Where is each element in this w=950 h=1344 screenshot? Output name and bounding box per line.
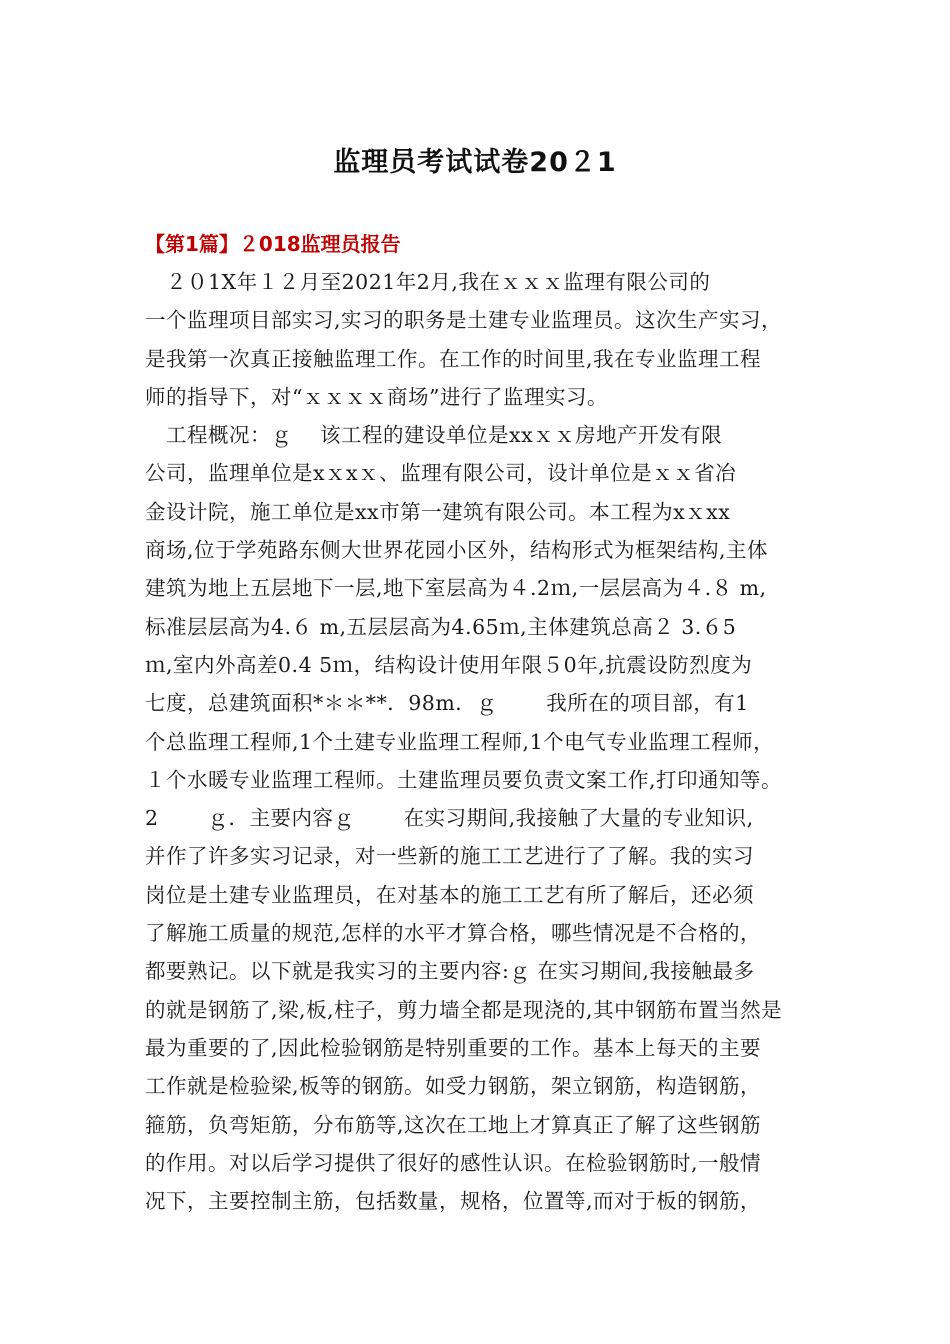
text-line: 岗位是土建专业监理员，在对基本的施工工艺有所了解后，还必须 bbox=[145, 882, 754, 907]
text-line: 七度，总建筑面积*＊＊**．98m．ｇ 我所在的项目部，有1 bbox=[145, 691, 749, 716]
text-line: 工作就是检验梁,板等的钢筋。如受力钢筋，架立钢筋，构造钢筋， bbox=[145, 1074, 762, 1099]
text-line: ２０1X年１２月至2021年2月,我在ｘｘｘ监理有限公司的 bbox=[145, 270, 711, 294]
text-line: 并作了许多实习记录，对一些新的施工工艺进行了了解。我的实习 bbox=[145, 844, 754, 869]
text-line: 都要熟记。以下就是我实习的主要内容:ｇ 在实习期间,我接触最多 bbox=[145, 959, 755, 984]
text-line: 是我第一次真正接触监理工作。在工作的时间里,我在专业监理工程 bbox=[145, 346, 762, 371]
text-line: ｍ,室内外高差0.4 5ｍ，结构设计使用年限５0年,抗震设防烈度为 bbox=[145, 652, 753, 677]
text-line: １个水暖专业监理工程师。土建监理员要负责文案工作,打印通知等。 bbox=[145, 767, 783, 792]
text-line: 工程概况：ｇ 该工程的建设单位是xxｘｘ房地产开发有限 bbox=[145, 423, 723, 448]
text-line: 箍筋，负弯矩筋，分布筋等,这次在工地上才算真正了解了这些钢筋 bbox=[145, 1112, 762, 1137]
text-line: 建筑为地上五层地下一层,地下室层高为４.2ｍ,一层层高为４.８ m, bbox=[145, 576, 767, 601]
body-text bbox=[145, 263, 810, 1220]
text-line: 公司，监理单位是xｘxｘ、监理有限公司，设计单位是ｘｘ省冶 bbox=[145, 461, 737, 486]
text-line: 的作用。对以后学习提供了很好的感性认识。在检验钢筋时,一般情 bbox=[145, 1150, 762, 1175]
text-line: 况下，主要控制主筋，包括数量，规格，位置等,而对于板的钢筋， bbox=[145, 1189, 762, 1214]
text-line: 个总监理工程师,1个土建专业监理工程师,1个电气专业监理工程师， bbox=[145, 729, 775, 754]
text-line: 的就是钢筋了,梁,板,柱子，剪力墙全都是现浇的,其中钢筋布置当然是 bbox=[145, 997, 783, 1022]
text-line: 一个监理项目部实习,实习的职务是土建专业监理员。这次生产实习， bbox=[145, 308, 783, 333]
section-heading: 【第1篇】２018监理员报告 bbox=[145, 232, 401, 256]
text-line: 金设计院，施工单位是xx市第一建筑有限公司。本工程为xｘxx bbox=[145, 499, 731, 524]
text-line: 商场,位于学苑路东侧大世界花园小区外，结构形式为框架结构,主体 bbox=[145, 538, 769, 563]
document-title: 监理员考试试卷20２1 bbox=[333, 147, 617, 178]
text-line: 最为重要的了,因此检验钢筋是特别重要的工作。基本上每天的主要 bbox=[145, 1035, 762, 1060]
text-line: 标准层层高为4.６ m,五层层高为4.65ｍ,主体建筑总高２ 3.６5 bbox=[145, 614, 737, 639]
text-line: 了解施工质量的规范,怎样的水平才算合格，哪些情况是不合格的， bbox=[145, 921, 762, 946]
text-line: 2 ｇ．主要内容ｇ 在实习期间,我接触了大量的专业知识, bbox=[145, 806, 754, 831]
text-line: 师的指导下，对“ｘｘｘｘ商场”进行了监理实习。 bbox=[145, 384, 608, 409]
